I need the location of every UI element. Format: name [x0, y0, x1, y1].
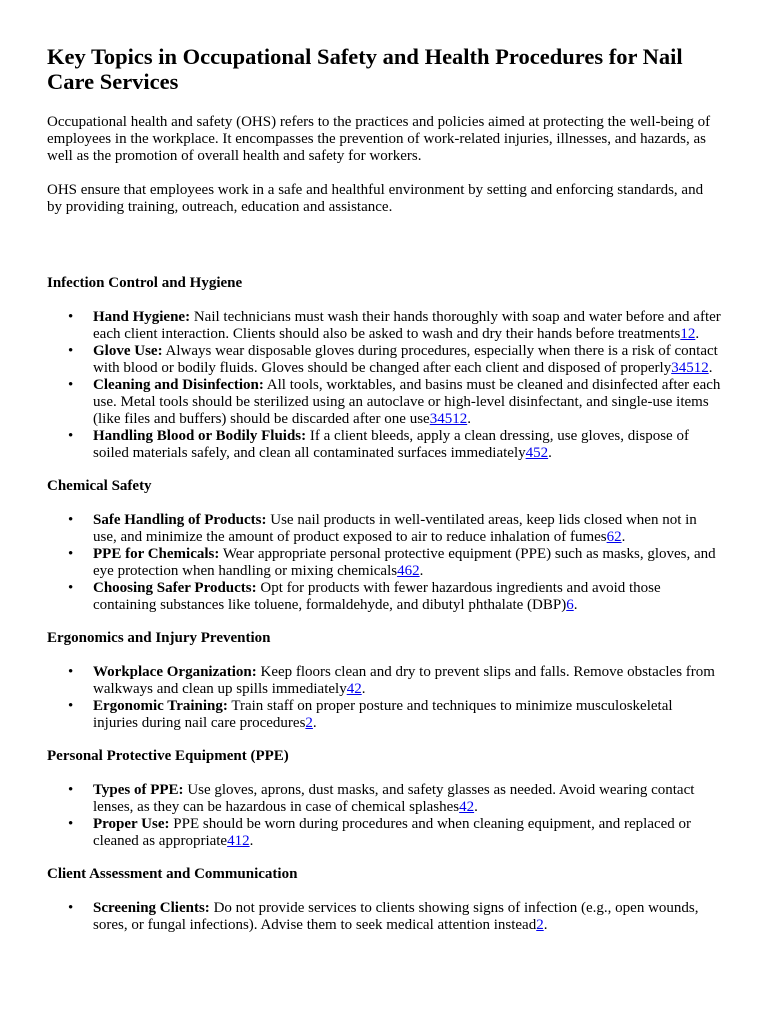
list-item [68, 546, 721, 580]
bullet-icon: • [68, 343, 74, 359]
item-text: Do not provide services to clients showing signs of infection (e.g., open wounds, sores, or fungal infections). Advise them to seek medical attention instead [93, 900, 699, 933]
item-text: Use nail products in well-ventilated areas, keep lids closed when not in use, and minimize the amount of product exposed to air to reduce inhalation of fumes [93, 512, 697, 545]
item-label: Proper Use: [93, 816, 170, 832]
item-end-punctuation: . [695, 326, 700, 342]
item-end-punctuation: . [474, 799, 478, 815]
item-label: Glove Use: [93, 343, 163, 359]
item-end-punctuation: . [708, 360, 713, 376]
section-heading: Client Assessment and Communication [47, 866, 298, 882]
page-title: Key Topics in Occupational Safety and Health Procedures for Nail Care Services [47, 44, 683, 94]
item-text: Opt for products with fewer hazardous ingredients and avoid those containing substances like toluene, formaldehyde, and dibutyl phthalate (DBP) [93, 580, 661, 613]
citation-link[interactable]: 34512 [671, 360, 709, 376]
item-end-punctuation: . [312, 715, 317, 731]
bullet-icon: • [68, 580, 74, 596]
section-heading: Personal Protective Equipment (PPE) [47, 748, 289, 764]
list-item [68, 782, 721, 816]
item-text: Train staff on proper posture and techniques to minimize musculoskeletal injuries during nail care procedures [93, 698, 673, 731]
item-end-punctuation: . [467, 411, 471, 427]
section-heading: Infection Control and Hygiene [47, 275, 243, 291]
item-label: PPE for Chemicals: [93, 546, 220, 562]
citation-link[interactable]: 42 [459, 799, 475, 815]
intro-paragraph-2: OHS ensure that employees work in a safe and healthful environment by setting and enforcing standards, and by providing training, outreach, education and assistance. [47, 182, 704, 215]
item-label: Handling Blood or Bodily Fluids: [93, 428, 307, 444]
item-text: PPE should be worn during procedures and when cleaning equipment, and replaced or cleaned as appropriate [93, 816, 692, 849]
item-label: Workplace Organization: [93, 664, 257, 680]
bullet-icon: • [68, 816, 74, 832]
bullet-list [47, 664, 721, 732]
list-item [68, 343, 721, 377]
item-end-punctuation: . [249, 833, 254, 849]
item-end-punctuation: . [543, 917, 548, 933]
list-item [68, 816, 721, 850]
item-label: Choosing Safer Products: [93, 580, 257, 596]
item-end-punctuation: . [361, 681, 366, 697]
bullet-list [47, 782, 721, 850]
citation-link[interactable]: 62 [606, 529, 622, 545]
list-item [68, 580, 721, 614]
item-text: All tools, worktables, and basins must be cleaned and disinfected after each use. Metal tools should be sterilized using an autoclave or high-level disinfectant, and single-use items (like files and buffers) should be discarded after one use [93, 377, 721, 427]
item-text: Use gloves, aprons, dust masks, and safety glasses as needed. Avoid wearing contact lenses, as they can be hazardous in case of chemical splashes [93, 782, 695, 815]
citation-link[interactable]: 462 [397, 563, 420, 579]
list-item [68, 309, 721, 343]
bullet-list [47, 900, 721, 934]
bullet-icon: • [68, 698, 74, 714]
list-item [68, 900, 721, 934]
item-label: Safe Handling of Products: [93, 512, 267, 528]
list-item [68, 428, 721, 462]
item-label: Types of PPE: [93, 782, 184, 798]
intro-paragraph-1: Occupational health and safety (OHS) refers to the practices and policies aimed at protecting the well-being of employees in the workplace. It encompasses the prevention of work-related injuries, illnesses, and hazards, as well as the promotion of overall health and safety for workers. [47, 114, 711, 164]
item-end-punctuation: . [548, 445, 552, 461]
citation-link[interactable]: 6 [566, 597, 574, 613]
sections-container [47, 275, 721, 934]
bullet-icon: • [68, 512, 74, 528]
bullet-list [47, 512, 721, 614]
bullet-icon: • [68, 309, 74, 325]
item-text: Always wear disposable gloves during procedures, especially when there is a risk of contact with blood or bodily fluids. Gloves should be changed after each client and disposed of properly [93, 343, 718, 376]
item-label: Screening Clients: [93, 900, 210, 916]
list-item [68, 664, 721, 698]
citation-link[interactable]: 2 [305, 715, 313, 731]
bullet-list [47, 309, 721, 462]
section-heading: Chemical Safety [47, 478, 152, 494]
item-text: If a client bleeds, apply a clean dressing, use gloves, dispose of soiled materials safely, and clean all contaminated surfaces immediately [93, 428, 689, 461]
item-label: Hand Hygiene: [93, 309, 191, 325]
bullet-icon: • [68, 377, 74, 393]
item-end-punctuation: . [573, 597, 578, 613]
list-item [68, 377, 721, 428]
item-end-punctuation: . [419, 563, 424, 579]
bullet-icon: • [68, 664, 74, 680]
section-heading: Ergonomics and Injury Prevention [47, 630, 271, 646]
citation-link[interactable]: 34512 [429, 411, 468, 427]
item-end-punctuation: . [621, 529, 626, 545]
list-item [68, 512, 721, 546]
citation-link[interactable]: 42 [346, 681, 362, 697]
bullet-icon: • [68, 546, 74, 562]
item-text: Wear appropriate personal protective equipment (PPE) such as masks, gloves, and eye protection when handling or mixing chemicals [93, 546, 716, 579]
item-text: Nail technicians must wash their hands thoroughly with soap and water before and after each client interaction. Clients should also be asked to wash and dry their hands before treatments [93, 309, 721, 342]
item-text: Keep floors clean and dry to prevent slips and falls. Remove obstacles from walkways and clean up spills immediately [93, 664, 715, 697]
bullet-icon: • [68, 900, 74, 916]
item-label: Ergonomic Training: [93, 698, 228, 714]
citation-link[interactable]: 412 [227, 833, 250, 849]
item-label: Cleaning and Disinfection: [93, 377, 264, 393]
citation-link[interactable]: 2 [536, 917, 544, 933]
bullet-icon: • [68, 428, 74, 444]
citation-link[interactable]: 452 [525, 445, 549, 461]
citation-link[interactable]: 12 [680, 326, 696, 342]
list-item [68, 698, 721, 732]
bullet-icon: • [68, 782, 74, 798]
